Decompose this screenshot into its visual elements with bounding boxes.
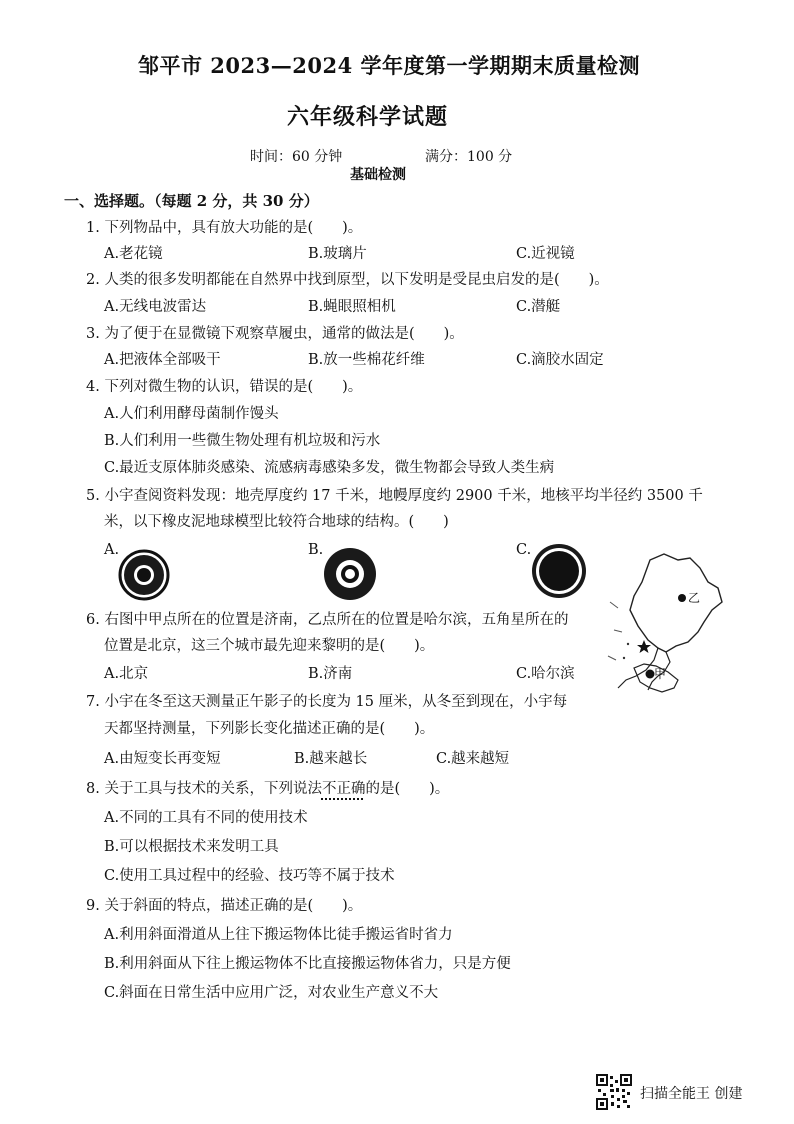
q5-option-c: C. — [516, 542, 532, 558]
question-5-stem-line2: 米，以下橡皮泥地球模型比较符合地球的结构。( ) — [104, 514, 449, 530]
exam-score: 满分：100 分 — [425, 149, 513, 165]
earth-model-a — [118, 549, 170, 601]
q7-option-b: B.越来越长 — [294, 751, 368, 767]
map-border-outline — [630, 554, 722, 652]
q9-option-a: A.利用斜面滑道从上往下搬运物体比徒手搬运省时省力 — [104, 927, 453, 943]
question-7-stem-line2: 天都坚持测量，下列影长变化描述正确的是( )。 — [104, 721, 435, 737]
q2-option-a: A.无线电波雷达 — [104, 299, 207, 315]
question-1-stem: 1. 下列物品中，具有放大功能的是( )。 — [86, 220, 363, 236]
q4-option-c: C.最近支原体肺炎感染、流感病毒感染多发，微生物都会导致人类生病 — [104, 460, 555, 476]
q1-option-c: C.近视镜 — [516, 246, 575, 262]
q2-option-c: C.潜艇 — [516, 299, 561, 315]
question-8-stem — [86, 779, 449, 799]
scanner-watermark: 扫描全能王 创建 — [640, 1086, 743, 1102]
q8-option-a: A.不同的工具有不同的使用技术 — [104, 810, 308, 826]
q3-option-a: A.把液体全部吸干 — [104, 352, 221, 368]
question-4-stem: 4. 下列对微生物的认识，错误的是( )。 — [86, 379, 363, 395]
section-heading: 一、选择题。（每题 2 分，共 30 分） — [64, 192, 319, 210]
point-yi-marker — [678, 594, 686, 602]
q6-option-a: A.北京 — [104, 666, 149, 682]
q4-option-b: B.人们利用一些微生物处理有机垃圾和污水 — [104, 433, 381, 449]
q1-option-b: B.玻璃片 — [308, 246, 367, 262]
star-beijing-icon — [637, 640, 651, 653]
map-dot — [623, 657, 625, 659]
map-detail-lines — [608, 602, 622, 660]
question-6-stem-line2: 位置是北京，这三个城市最先迎来黎明的是( )。 — [104, 638, 435, 654]
point-yi-label: 乙 — [688, 591, 701, 605]
q8-option-b: B.可以根据技术来发明工具 — [104, 839, 279, 855]
q8-option-c: C.使用工具过程中的经验、技巧等不属于技术 — [104, 868, 395, 884]
question-3-stem: 3. 为了便于在显微镜下观察草履虫，通常的做法是( )。 — [86, 326, 464, 342]
q8-stem-post: 的是( )。 — [365, 781, 450, 797]
q2-option-b: B.蝇眼照相机 — [308, 299, 396, 315]
q3-option-c: C.滴胶水固定 — [516, 352, 604, 368]
earth-model-c — [530, 542, 588, 600]
question-7-stem-line1: 7. 小宇在冬至这天测量正午影子的长度为 15 厘米，从冬至到现在，小宇每 — [86, 694, 568, 710]
qr-code-icon — [596, 1074, 632, 1110]
question-5-stem-line1: 5. 小宇查阅资料发现：地壳厚度约 17 千米，地幔厚度约 2900 千米，地核平均半径约 3500 千 — [86, 488, 703, 504]
exam-title: 邹平市 2023—2024 学年度第一学期期末质量检测 — [138, 53, 641, 78]
question-6-stem-line1: 6. 右图中甲点所在的位置是济南，乙点所在的位置是哈尔滨，五角星所在的 — [86, 612, 569, 628]
q4-option-a: A.人们利用酵母菌制作馒头 — [104, 406, 279, 422]
q6-option-c: C.哈尔滨 — [516, 666, 575, 682]
q8-stem-emphasis: 不正确 — [321, 781, 366, 797]
q3-option-b: B.放一些棉花纤维 — [308, 352, 425, 368]
q9-option-b: B.利用斜面从下往上搬运物体不比直接搬运物体省力，只是方便 — [104, 956, 511, 972]
exam-subtitle: 六年级科学试题 — [287, 104, 449, 130]
exam-time: 时间：60 分钟 — [250, 149, 343, 165]
q8-stem-pre: 8. 关于工具与技术的关系，下列说法 — [86, 781, 322, 797]
q5-option-b: B. — [308, 542, 324, 558]
map-dot — [627, 643, 629, 645]
q6-option-b: B.济南 — [308, 666, 353, 682]
question-9-stem: 9. 关于斜面的特点，描述正确的是( )。 — [86, 898, 363, 914]
part-heading: 基础检测 — [350, 167, 406, 183]
point-jia-label: 甲 — [654, 667, 667, 681]
q7-option-c: C.越来越短 — [436, 751, 510, 767]
earth-model-b — [322, 546, 378, 602]
northeast-china-map — [604, 548, 734, 713]
q1-option-a: A.老花镜 — [104, 246, 163, 262]
q9-option-c: C.斜面在日常生活中应用广泛，对农业生产意义不大 — [104, 985, 439, 1001]
q7-option-a: A.由短变长再变短 — [104, 751, 221, 767]
q5-option-a: A. — [104, 542, 120, 558]
question-2-stem: 2. 人类的很多发明都能在自然界中找到原型，以下发明是受昆虫启发的是( )。 — [86, 272, 609, 288]
